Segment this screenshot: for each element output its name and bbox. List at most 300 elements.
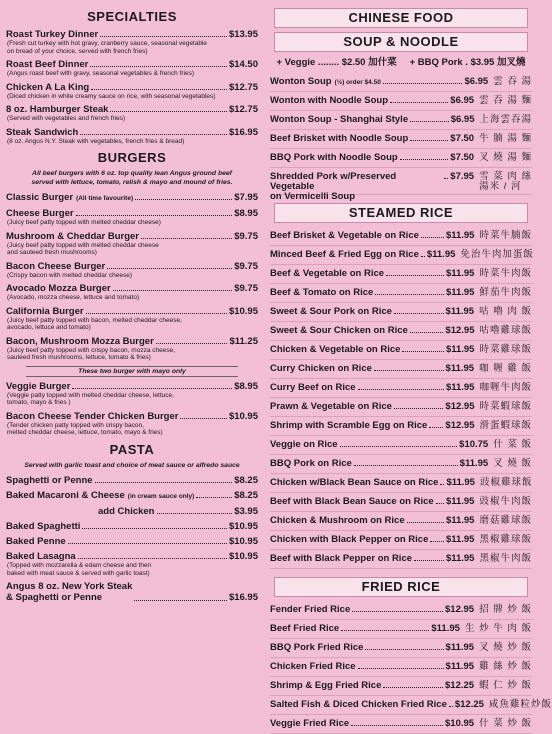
menu-item-note: (All time favourite) [76,195,134,202]
menu-item [6,29,258,55]
menu-item-row [270,531,532,550]
leader-dots [72,388,232,389]
leader-dots [407,522,444,523]
leader-dots [414,560,444,561]
menu-item-row [270,303,532,322]
menu-item-row [6,261,258,272]
menu-item-chinese-name: 雲 吞 湯 [493,76,532,87]
menu-item-description: (Juicy beef patty topped with melted cheddar cheese and sauteed fresh mushrooms) [7,241,159,256]
menu-item-chinese-name: 咕 嚕 肉 飯 [479,306,532,317]
menu-item-row [270,620,532,639]
menu-item-name: Fender Fried Rice [270,604,351,615]
soup-list [270,73,532,202]
menu-item-name: Curry Chicken on Rice [270,363,372,374]
leader-dots [449,706,453,707]
menu-item-row [6,336,258,347]
menu-item-description: (Tender chicken patty topped with crispy bacon, melted cheddar cheese, lettuce, tomato, mayo & fries) [7,421,163,436]
leader-dots [410,121,449,122]
menu-item-row [6,59,258,70]
menu-item [6,536,258,547]
leader-dots [86,313,227,314]
menu-item [6,59,258,78]
menu-item [270,73,532,92]
leader-dots [383,83,463,84]
menu-item-price: $16.95 [228,592,258,603]
menu-item-row [270,130,532,149]
menu-item-row [6,127,258,138]
menu-item-row [6,490,258,502]
menu-item-description: (Topped with mozzarella & edam cheese and then baked with meat sauce & served with garlic toast) [7,562,152,577]
menu-item-name: Chicken A La King [6,81,90,93]
menu-item-name: Veggie Fried Rice [270,718,350,729]
menu-item-price: $7.95 [234,192,258,203]
menu-item-chinese-name: 什 菜 炒 飯 [479,718,532,729]
menu-item-chinese-name: 滑蛋蝦球飯 [479,420,532,431]
menu-item-name: Salted Fish & Diced Chicken Fried Rice [270,699,447,710]
menu-item-price: $11.95 [445,287,475,298]
menu-item-row [270,715,532,734]
leader-dots [82,528,227,529]
burgers-title: BURGERS [97,150,167,165]
menu-item-name: Baked Lasagna [6,551,76,562]
menu-item-chinese-name: 叉 燒 炒 飯 [479,642,532,653]
menu-item [6,82,258,101]
menu-item-chinese-name: 黑椒牛肉飯 [479,553,532,564]
leader-dots [156,343,228,344]
menu-item [270,696,552,715]
menu-item-chinese-name: 鮮茄牛肉飯 [479,287,532,298]
menu-item-price: $12.25 [445,680,475,691]
menu-item [270,639,532,658]
menu-item [270,265,532,284]
menu-item-row [6,29,258,40]
menu-item-row [270,360,532,379]
menu-item-price: $9.75 [234,260,258,272]
addon-veggie: + Veggie ........ $2.50 加什菜 [276,57,397,68]
menu-item-name: Avocado Mozza Burger [6,283,111,294]
leader-dots [358,389,444,390]
menu-item-price: $10.95 [445,718,475,729]
menu-item-chinese-name: 雞 絲 炒 飯 [479,661,532,672]
menu-item [270,620,532,639]
menu-item-chinese-name: 咖喱牛肉飯 [479,382,532,393]
menu-item-row [270,284,532,303]
menu-item-name: Roast Beef Dinner [6,59,89,70]
menu-item-price: $11.95 [426,249,456,260]
menu-item-name: Mushroom & Cheddar Burger [6,230,140,242]
menu-item-price: $11.95 [445,306,475,317]
menu-item-row [6,192,258,204]
leader-dots [440,484,444,485]
menu-item [6,490,258,502]
menu-item [270,550,532,569]
menu-item-name: Beef & Tomato on Rice [270,287,374,298]
menu-item-name: Prawn & Vegetable on Rice [270,401,392,412]
menu-item-name: California Burger [6,305,84,317]
menu-item-chinese-name: 咖 喱 雞 飯 [479,363,532,374]
menu-item-name: Beef Fried Rice [270,623,340,634]
menu-item [270,474,532,493]
menu-item-price: $11.95 [445,515,475,526]
menu-item-row [270,658,532,677]
fried-rice-banner: FRIED RICE [274,577,528,597]
menu-item-price: $12.95 [445,401,475,412]
right-column [264,0,552,729]
menu-item-price: $10.95 [228,305,258,317]
menu-item-name: BBQ Pork Fried Rice [270,642,364,653]
menu-item-chinese-name: 什 菜 飯 [493,439,532,450]
menu-item [270,111,532,130]
leader-dots [91,89,227,90]
leader-dots [402,351,444,352]
leader-dots [78,558,227,559]
left-column [0,0,262,700]
menu-item-name: Bacon Cheese Burger [6,260,106,272]
leader-dots [352,611,443,612]
leader-dots [196,497,232,498]
menu-item-name: add Chicken [98,506,155,517]
menu-item [270,341,532,360]
menu-item [270,284,532,303]
soup-noodle-banner: SOUP & NOODLE [274,32,528,52]
menu-item-name: Chicken Fried Rice [270,661,356,672]
leader-dots [80,134,227,135]
menu-item-row [270,92,532,111]
leader-dots [341,630,429,631]
menu-item-chinese-name: 招 牌 炒 飯 [479,604,532,615]
leader-dots [354,465,458,466]
menu-item-description: (Juicy beef patty topped with bacon, melted cheddar cheese, avocado, lettuce and tomato) [7,316,182,331]
menu-item-chinese-name: 咸魚雞粒炒飯 [488,699,552,710]
menu-item [270,322,532,341]
menu-item-row [270,379,532,398]
menu-item-price: $6.95 [464,76,489,87]
menu-item-name: Wonton with Noodle Soup [270,95,389,106]
pasta-title: PASTA [109,441,155,457]
menu-item-name: Shrimp with Scramble Egg on Rice [270,420,428,431]
menu-item-chinese-name: 牛 腩 湯 麵 [479,133,532,144]
menu-item [6,104,258,123]
menu-item-chinese-name: 豉椒雞球飯 [479,477,533,488]
menu-item-chinese-name: 時菜牛腩飯 [479,230,532,241]
burgers-list [6,192,258,362]
menu-item-name: BBQ Pork with Noodle Soup [270,152,398,163]
menu-item-description: (Crispy bacon with melted cheddar cheese) [7,271,133,279]
menu-item [270,168,532,202]
menu-item-price: $12.95 [445,325,475,336]
menu-item-note: (½) order $4.50 [334,79,381,86]
menu-item [270,715,532,734]
menu-item [6,208,258,227]
menu-item-row [270,322,532,341]
leader-dots [390,102,448,103]
menu-item-price: $12.75 [228,104,258,115]
menu-item-row [270,168,532,202]
leader-dots [386,275,444,276]
menu-item-description: (Juicy beef patty topped with melted cheddar cheese) [7,219,161,226]
menu-item-description: (Juicy beef patty topped with crispy bacon, mozza cheese, sauteed fresh mushrooms, lettuce, tomato & fries) [7,346,176,361]
menu-item-name: 8 oz. Hamburger Steak [6,104,109,115]
leader-dots [76,215,233,216]
menu-item-price: $11.25 [229,335,258,347]
menu-item-row [270,73,532,92]
menu-item-row [270,639,532,658]
menu-item-row [270,246,532,265]
menu-item-price: $6.95 [450,95,475,106]
menu-item-price: $16.95 [228,126,258,138]
pasta-intro: Served with garlic toast and choice of meat sauce or alfredo sauce [24,461,240,469]
menu-item-row [6,381,258,392]
menu-item [270,92,532,111]
leader-dots [400,159,449,160]
menu-item-price: $11.95 [445,496,475,507]
menu-item [270,246,532,265]
menu-item-description: (Fresh cut turkey with hot gravy, cranberry sauce, seasonal vegetable on bread of your choice, served with french fries) [7,40,208,55]
leader-dots [157,513,233,514]
menu-item-price: $12.75 [228,81,258,93]
menu-item [270,512,532,531]
leader-dots [95,482,233,483]
leader-dots [421,256,425,257]
menu-item [270,601,532,620]
menu-item-description: (Angus roast beef with gravy, seasonal vegetables & french fries) [7,70,195,77]
menu-item-price: $13.95 [228,29,258,40]
menu-item-chinese-name: 生 炒 牛 肉 飯 [464,623,532,634]
leader-dots [429,427,443,428]
pasta-list [6,475,258,603]
menu-item-row [270,341,532,360]
menu-item-name: Chicken with Black Pepper on Rice [270,534,429,545]
menu-item-price: $9.75 [234,283,258,294]
menu-item-name: Beef Brisket & Vegetable on Rice [270,230,419,241]
leader-dots [107,268,232,269]
menu-item-row [270,227,532,246]
leader-dots [351,725,443,726]
soup-addons [270,56,532,70]
menu-item-row [270,677,532,696]
menu-item-price: $11.95 [445,344,475,355]
menu-item-name: Baked Penne [6,536,66,547]
specialties-title: SPECIALTIES [87,9,177,24]
menu-item-name: Sweet & Sour Pork on Rice [270,306,392,317]
menu-item-price: $11.95 [431,623,460,634]
leader-dots [135,199,232,200]
menu-item [6,127,258,146]
menu-item [270,531,532,550]
menu-item-row [6,231,258,242]
menu-item [270,455,532,474]
leader-dots [340,446,458,447]
menu-item-row [6,506,258,517]
menu-item [270,493,532,512]
menu-item-row [6,411,258,422]
menu-item-price: $8.95 [234,380,258,392]
menu-item [6,283,258,302]
menu-item-name: Bacon Cheese Tender Chicken Burger [6,410,179,422]
menu-item-chinese-name: 上海雲吞湯 [479,114,532,125]
menu-item [270,417,532,436]
menu-item [6,336,258,362]
leader-dots [180,418,226,419]
menu-item [270,658,532,677]
menu-item-name: Shredded Pork w/Preserved Vegetable on Vermicelli Soup [270,171,397,202]
menu-item [6,506,258,517]
menu-item-row [270,417,532,436]
menu-item-price: $11.95 [445,553,475,564]
leader-dots [436,503,444,504]
menu-item-chinese-name: 雪 菜 肉 絲 湯米 / 河 [479,171,532,192]
menu-item [270,398,532,417]
menu-item-price: $11.95 [445,268,475,279]
menu-item-name: Baked Macaroni & Cheese [6,490,125,501]
menu-item-price: $11.95 [459,458,489,469]
menu-item-price: $12.95 [445,420,475,431]
fried-rice-list [270,601,552,734]
menu-item-description: (Served with vegetables and french fries) [7,115,126,122]
menu-item [270,677,532,696]
menu-item-name: Bacon, Mushroom Mozza Burger [6,335,154,347]
leader-dots [394,408,443,409]
menu-item-chinese-name: 磨菇雞球飯 [479,515,532,526]
menu-item-name: Shrimp & Egg Fried Rice [270,680,382,691]
leader-dots [383,687,443,688]
leader-dots [358,668,444,669]
leader-dots [410,332,444,333]
leader-dots [90,66,227,67]
menu-item-chinese-name: 黑椒雞球飯 [479,534,532,545]
leader-dots [444,178,448,179]
menu-item [270,379,532,398]
menu-item-description: (Avocado, mozza cheese, lettuce and tomato) [7,294,140,301]
menu-item-chinese-name: 雲 吞 湯 麵 [479,95,532,106]
menu-item [6,192,258,204]
menu-item-name: Curry Beef on Rice [270,382,356,393]
menu-item-price: $7.50 [450,133,475,144]
menu-item-row [270,512,532,531]
burgers-intro: All beef burgers with 6 oz. top quality lean Angus ground beef served with lettuce, tomato, relish & mayo and mound of fries. [31,170,233,186]
menu-item-price: $3.95 [234,506,258,517]
menu-item [270,303,532,322]
leader-dots [421,237,444,238]
menu-item-name: Classic Burger [6,192,74,203]
menu-item-chinese-name: 時菜雞球飯 [479,344,532,355]
leader-dots [100,36,227,37]
leader-dots [141,238,232,239]
menu-item [6,261,258,280]
menu-item-row [6,208,258,219]
menu-item-chinese-name: 時菜蝦球飯 [479,401,532,412]
menu-item-price: $10.95 [228,410,258,422]
menu-item [6,551,258,577]
leader-dots [375,294,444,295]
menu-item-name: Veggie Burger [6,380,71,392]
menu-item-name: Beef & Vegetable on Rice [270,268,385,279]
menu-item-row [270,550,532,569]
menu-item-price: $6.95 [450,114,475,125]
menu-item-name: Sweet & Sour Chicken on Rice [270,325,408,336]
menu-item-price: $7.50 [450,152,475,163]
menu-item-row [270,436,532,455]
menu-item-price: $10.95 [228,521,258,532]
menu-item-price: $11.95 [445,382,475,393]
menu-item-price: $12.25 [454,699,484,710]
menu-item-price: $7.95 [450,171,475,182]
steamed-rice-list [270,227,532,569]
menu-item-row [6,82,258,93]
menu-item-chinese-name: 叉 燒 飯 [493,458,532,469]
menu-item [6,306,258,332]
menu-item-name: Beef Brisket with Noodle Soup [270,133,409,144]
menu-item-description: (8 oz. Angus N.Y. Steak with vegetables, french fries & bread) [7,137,185,145]
menu-item-name: Beef with Black Pepper on Rice [270,553,413,564]
menu-item-price: $11.95 [445,642,475,653]
menu-item-row [6,306,258,317]
menu-item-price: $11.95 [445,534,475,545]
menu-item-row [6,551,258,562]
addon-bbq-pork: + BBQ Pork . $3.95 加叉燒 [409,57,526,68]
menu-item [270,130,532,149]
menu-item-price: $11.95 [446,477,475,488]
menu-item-price: $8.25 [234,475,258,486]
menu-item-name: Veggie on Rice [270,439,338,450]
leader-dots [134,600,227,601]
chinese-food-banner: CHINESE FOOD [274,8,528,28]
menu-item-price: $10.95 [228,551,258,562]
leader-dots [430,541,444,542]
leader-dots [68,543,227,544]
menu-item-row [270,696,552,715]
leader-dots [394,313,444,314]
menu-item-row [270,111,532,130]
menu-item-price: $10.95 [228,536,258,547]
menu-item-row [6,104,258,115]
menu-item-name: Steak Sandwich [6,126,79,138]
menu-item-name: Angus 8 oz. New York Steak & Spaghetti or Penne [6,581,133,603]
menu-item [6,475,258,486]
menu-item-name: Baked Spaghetti [6,521,81,532]
menu-item-price: $10.75 [459,439,489,450]
menu-item-name: Chicken w/Black Bean Sauce on Rice [270,477,439,488]
menu-item-name: Chicken & Mushroom on Rice [270,515,405,526]
leader-dots [374,370,444,371]
burgers-mayo-list [6,381,258,437]
menu-item-name: Wonton Soup [270,76,332,87]
menu-item-chinese-name: 豉椒牛肉飯 [479,496,532,507]
menu-item-row [270,265,532,284]
menu-item [270,360,532,379]
menu-item-name: Roast Turkey Dinner [6,29,99,40]
menu-item-price: $14.50 [228,59,258,70]
menu-item-chinese-name: 免治牛肉加蛋飯 [460,249,534,260]
menu-item [6,231,258,257]
menu-item [6,381,258,407]
menu-item-price: $11.95 [445,661,475,672]
menu-item-name: BBQ Pork on Rice [270,458,352,469]
menu-item-chinese-name: 蝦 仁 炒 飯 [479,680,532,691]
menu-item-row [6,475,258,486]
menu-item [270,227,532,246]
menu-item-chinese-name: 時菜牛肉飯 [479,268,532,279]
menu-item [6,521,258,532]
menu-item-note: (in cream sauce only) [127,493,195,500]
menu-item-chinese-name: 叉 燒 湯 麵 [479,152,532,163]
menu-item-row [6,283,258,294]
menu-item-name: Minced Beef & Fried Egg on Rice [270,249,419,260]
menu-item-name: Chicken & Vegetable on Rice [270,344,401,355]
menu-item-chinese-name: 咕嚕雞球飯 [479,325,532,336]
menu-item-row [270,474,532,493]
menu-item-name: Beef with Black Bean Sauce on Rice [270,496,434,507]
